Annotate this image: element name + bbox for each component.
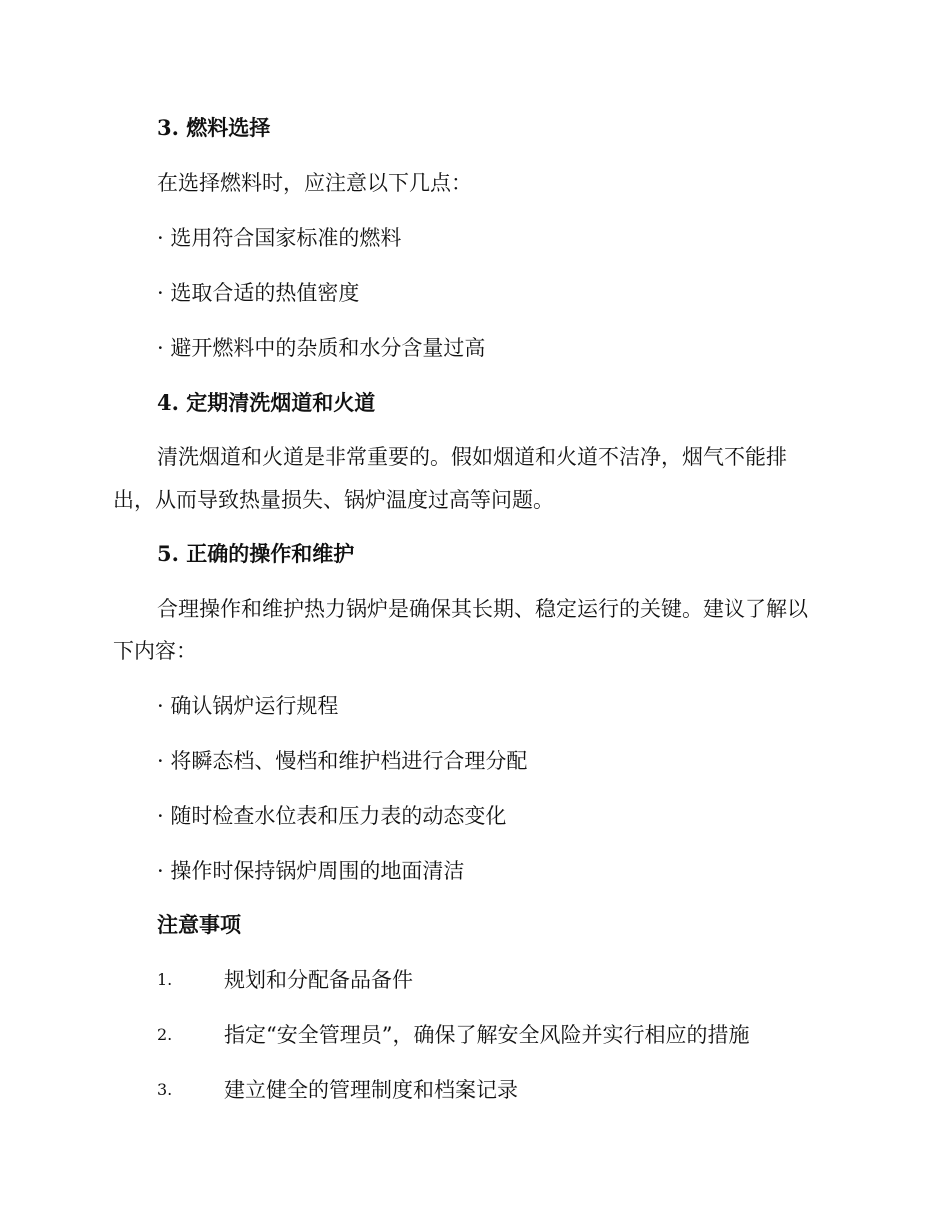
section-4-paragraph-line-2: 出，从而导致热量损失、锅炉温度过高等问题。 [113,488,554,512]
section-3-intro: 在选择燃料时，应注意以下几点： [157,171,472,195]
section-5-paragraph-line-1: 合理操作和维护热力锅炉是确保其长期、稳定运行的关键。建议了解以 [157,597,808,621]
section-4-heading: 4. 定期清洗烟道和火道 [157,390,376,415]
section-5-bullet-3: · 随时检查水位表和压力表的动态变化 [157,804,507,828]
list-item-number: 1. [157,970,173,989]
notes-heading: 注意事项 [157,912,241,937]
list-item-text: 规划和分配备品备件 [224,968,413,992]
section-5-bullet-2: · 将瞬态档、慢档和维护档进行合理分配 [157,749,528,773]
section-5-paragraph-line-2: 下内容： [113,639,197,663]
section-4-paragraph-line-1: 清洗烟道和火道是非常重要的。假如烟道和火道不洁净，烟气不能排 [157,445,787,469]
section-5-bullet-1: · 确认锅炉运行规程 [157,694,339,718]
section-5-bullet-4: · 操作时保持锅炉周围的地面清洁 [157,859,465,883]
section-3-bullet-2: · 选取合适的热值密度 [157,281,360,305]
list-item-text: 指定“安全管理员”，确保了解安全风险并实行相应的措施 [224,1023,750,1047]
list-item-number: 3. [157,1080,173,1099]
list-item-number: 2. [157,1025,173,1044]
list-item-text: 建立健全的管理制度和档案记录 [224,1078,518,1102]
section-5-heading: 5. 正确的操作和维护 [157,541,355,566]
section-3-bullet-3: · 避开燃料中的杂质和水分含量过高 [157,336,486,360]
section-3-bullet-1: · 选用符合国家标准的燃料 [157,226,402,250]
section-3-heading: 3. 燃料选择 [157,115,271,140]
